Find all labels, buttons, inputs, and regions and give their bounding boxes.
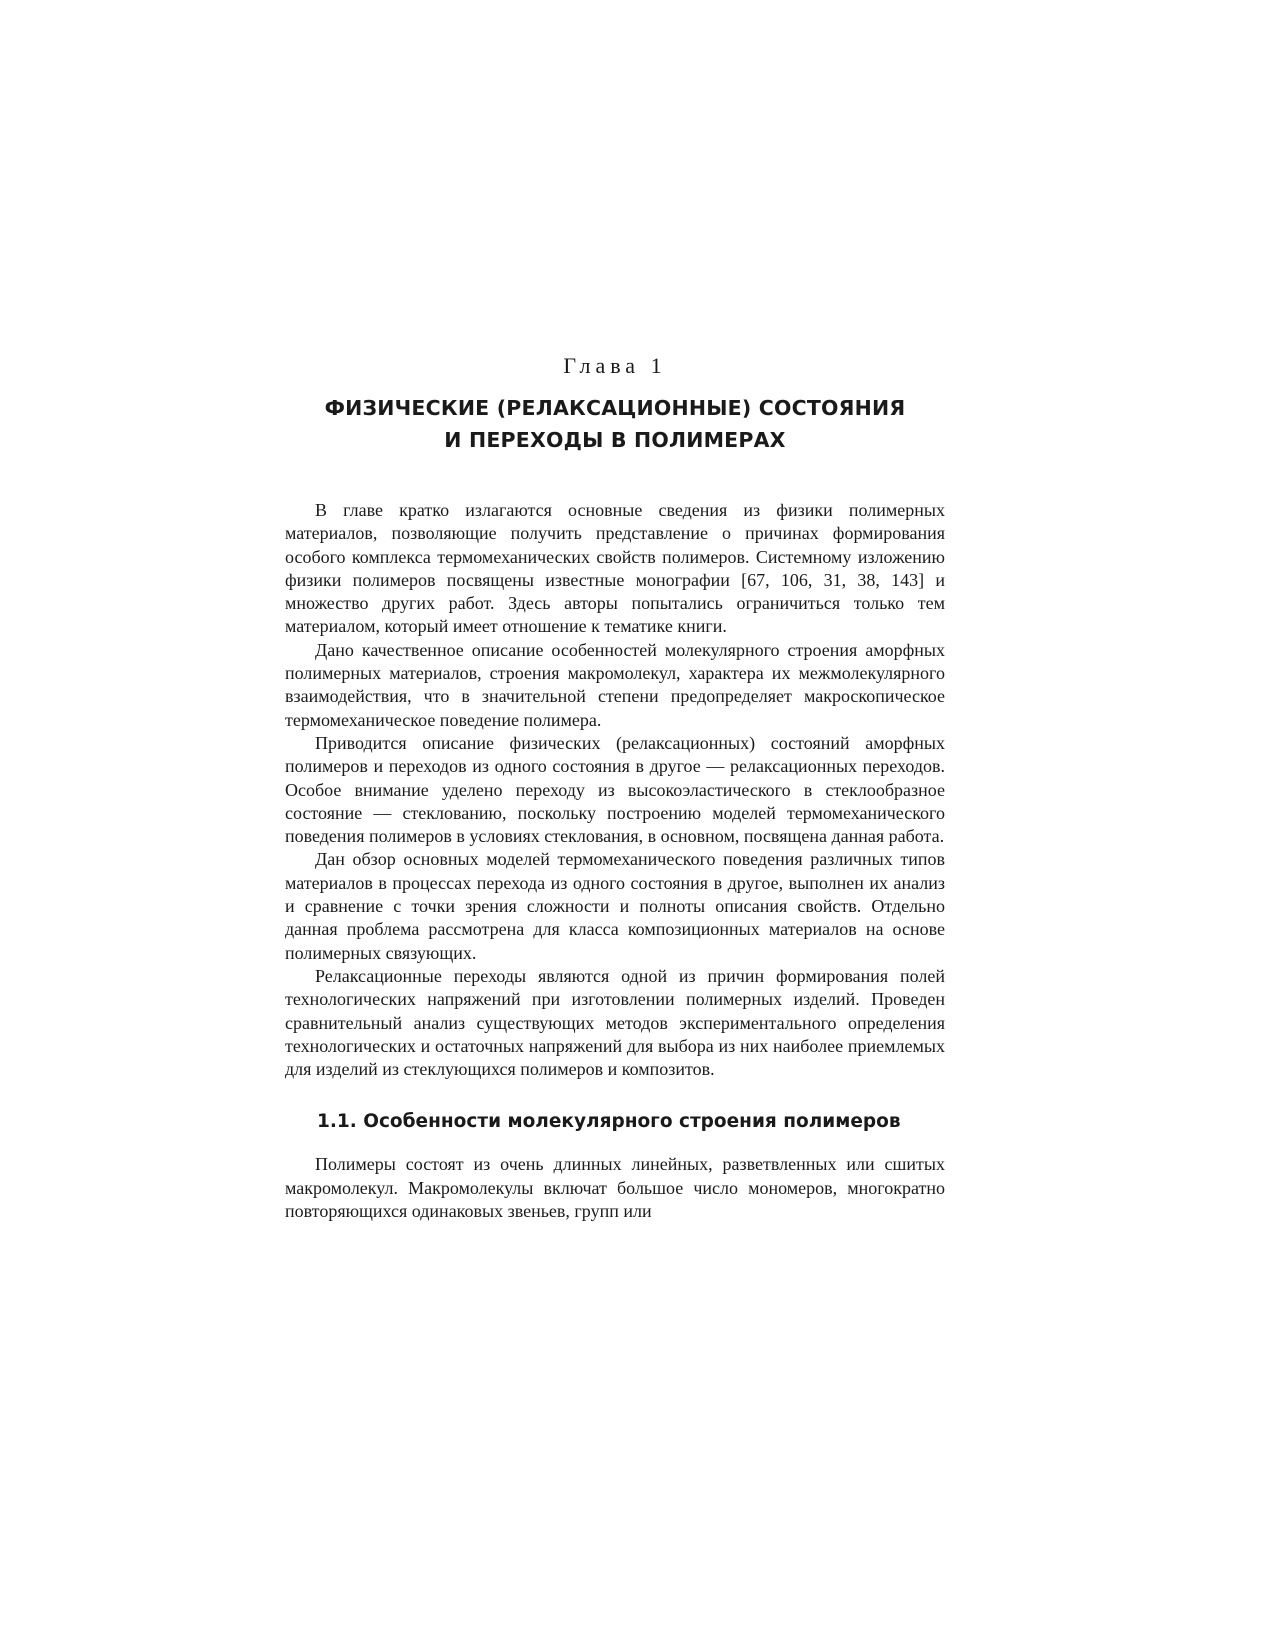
section-title: 1.1. Особенности молекулярного строения полимеров (317, 1111, 901, 1133)
chapter-title-line-1: ФИЗИЧЕСКИЕ (РЕЛАКСАЦИОННЫЕ) СОСТОЯНИЯ (324, 396, 906, 420)
intro-paragraph: Дано качественное описание особенностей молекулярного строения аморфных полимерных материалов, строения макромолекул, характера их межмолекулярного взаимодействия, что в значительной степени предопределяет макроскопическое термомеханическое поведение полимера. (285, 639, 945, 730)
chapter-title (285, 392, 945, 456)
section-paragraph: Полимеры состоят из очень длинных линейных, разветвленных или сшитых макромолекул. Макромолекулы включат большое число мономеров, многократно повторяющихся одинаковых звеньев, групп или (285, 1154, 945, 1222)
chapter-title-line-2: И ПЕРЕХОДЫ В ПОЛИМЕРАХ (444, 428, 786, 452)
page (285, 350, 945, 1223)
intro-paragraph: Релаксационные переходы являются одной из причин формирования полей технологических напряжений при изготовлении полимерных изделий. Проведен сравнительный анализ существующих методов экспериментального определения технологических и остаточных напряжений для выбора из них наиболее приемлемых для изделий из стеклующихся полимеров и композитов. (285, 965, 945, 1080)
intro-paragraph: Дан обзор основных моделей термомеханического поведения различных типов материалов в процессах перехода из одного состояния в другое, выполнен их анализ и сравнение с точки зрения сложности и полноты описания свойств. Отдельно данная проблема рассмотрена для класса композиционных материалов на основе полимерных связующих. (285, 849, 945, 963)
chapter-label: Глава 1 (563, 353, 667, 378)
intro-paragraph: Приводится описание физических (релаксационных) состояний аморфных полимеров и переходов из одного состояния в другое — релаксационных переходов. Особое внимание уделено переходу из высокоэластического в стеклообразное состояние — стеклованию, поскольку построению моделей термомеханического поведения полимеров в условиях стеклования, в основном, посвящена данная работа. (285, 732, 945, 847)
intro-paragraph: В главе кратко излагаются основные сведения из физики полимерных материалов, позволяющие получить представление о причинах формирования особого комплекса термомеханических свойств полимеров. Системному изложению физики полимеров посвящены известные монографии [67, 106, 31, 38, 143] и множество других работ. Здесь авторы попытались ограничиться только тем материалом, который имеет отношение к тематике книги. (285, 500, 945, 637)
chapter-intro (285, 499, 945, 1081)
